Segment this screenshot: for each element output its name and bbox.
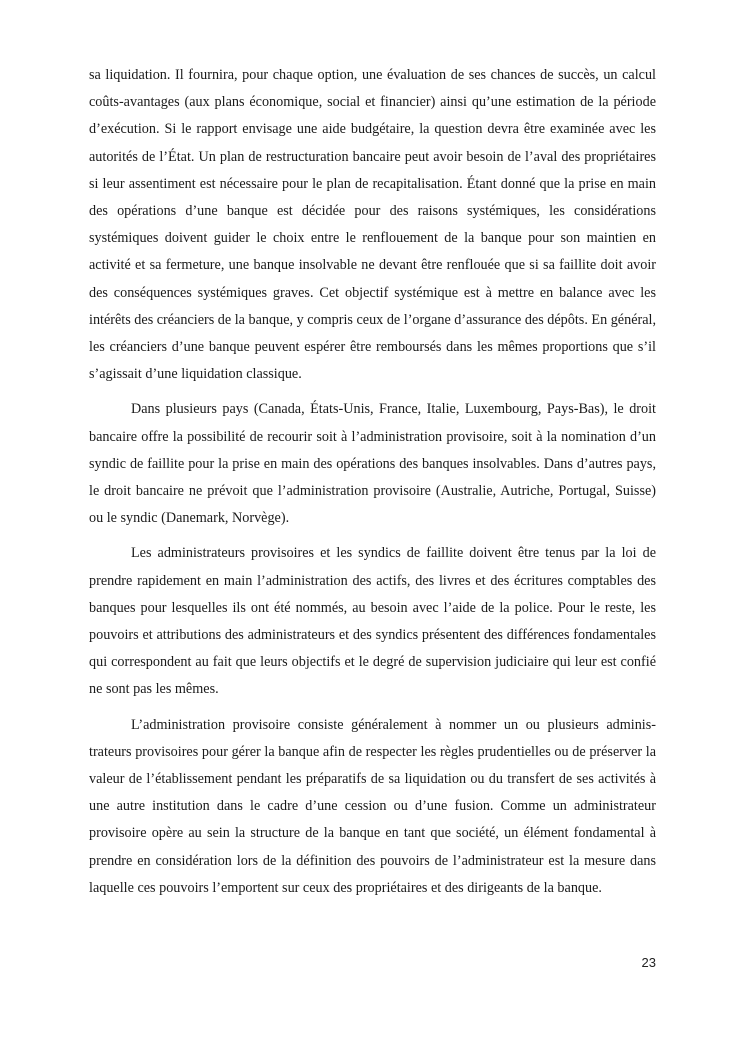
paragraph-4: L’administration provisoire consiste généralement à nommer un ou plusieurs administrateurs provisoires pour gérer la banque afin de respecter les règles prudentielles ou de préserver la valeur de l’établissement pendant les préparatifs de sa liquidation ou du transfert de ses activités à une autre institution dans le cadre d’une cession ou d’une fusion. Comme un administrateur provisoire opère au sein la structure de la banque en tant que société, un élément fondamental à prendre en considération lors de la définition des pouvoirs de l’administrateur est la mesure dans laquelle ces pouvoirs l’emportent sur ceux des propriétaires et des dirigeants de la banque. — [89, 716, 656, 896]
paragraph-1: sa liquidation. Il fournira, pour chaque option, une évaluation de ses chances de succès, un calcul coûts-avantages (aux plans économique, social et financier) ainsi qu’une estimation de la période d’exécution. Si le rapport envisage une aide budgétaire, la question devra être examinée avec les autorités de l’État. Un plan de restructuration bancaire peut avoir besoin de l’aval des propriétaires si leur assentiment est nécessaire pour le plan de recapitalisation. Étant donné que la prise en main des opérations d’une banque est décidée pour des raisons systémiques, les considérations systémiques doivent guider le choix entre le renflouement de la banque pour son maintien en activité et sa fermeture, une banque insolvable ne devant être renflouée que si sa faillite doit avoir des conséquences systémiques graves. Cet objectif systémique est à mettre en balance avec les intérêts des créanciers de la banque, y compris ceux de l’organe d’assurance des dépôts. En général, les créanciers d’une banque peuvent espérer être remboursés dans les mêmes proportions que s’il s’agissait d’une liquidation classique. — [89, 67, 657, 383]
paragraph-3: Les administrateurs provisoires et les syndics de faillite doivent être tenus par la loi de prendre rapidement en main l’administration des actifs, des livres et des écritures comptables des banques pour lesquelles ils ont été nommés, au besoin avec l’aide de la police. Pour le reste, les pouvoirs et attributions des administrateurs et des syndics présentent des différences fondamentales qui correspondent au fait que leurs objectifs et le degré de supervision judiciaire qui leur est confié ne sont pas les mêmes. — [89, 545, 656, 698]
paragraph-2: Dans plusieurs pays (Canada, États-Unis, France, Italie, Luxembourg, Pays-Bas), le droit bancaire offre la possibilité de recourir soit à l’administration provisoire, soit à la nomination d’un syndic de faillite pour la prise en main des opérations des banques insolvables. Dans d’autres pays, le droit bancaire ne prévoit que l’administration provisoire (Australie, Autriche, Portugal, Suisse) ou le syndic (Danemark, Norvège). — [89, 401, 656, 527]
page-number: 23 — [641, 955, 656, 970]
document-body — [89, 62, 656, 910]
